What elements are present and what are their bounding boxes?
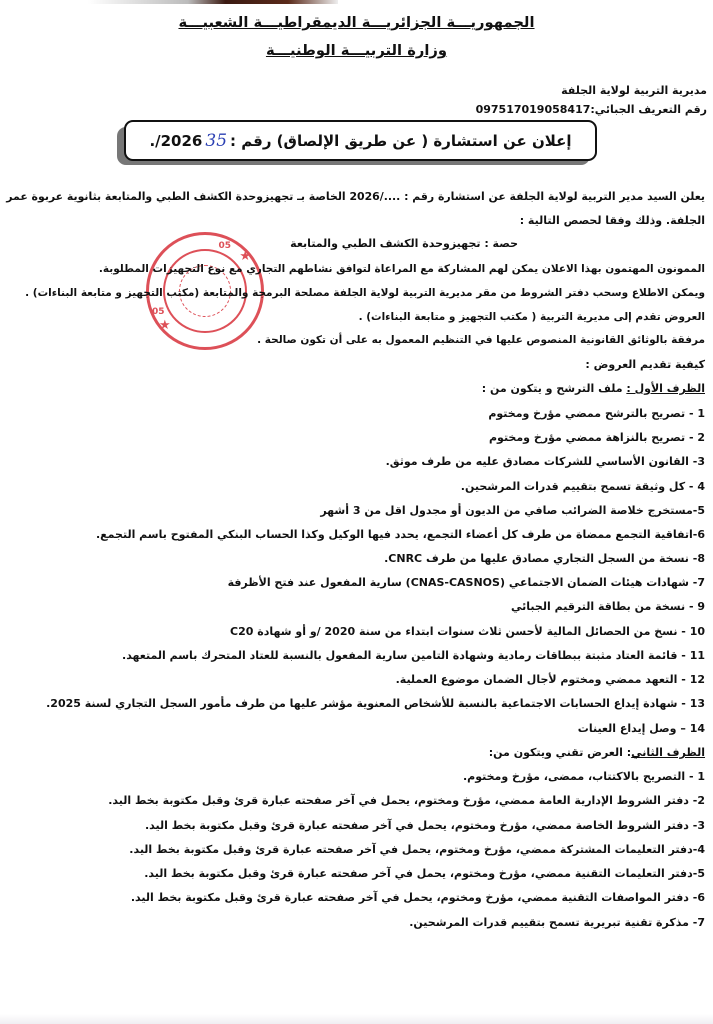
tax-id-label: رقم التعريف الجبائي: <box>590 103 707 116</box>
intro-paragraph-2: ويمكن الاطلاع وسحب دفتر الشروط من مقر مديرية التربية لولاية الجلفة مصلحة البرمجة والمتابعة (مكتب التجهيز و متابعة البناءات) . <box>25 287 705 299</box>
handwritten-number: 35 <box>205 130 228 151</box>
envelope-2-item: 1 - التصريح بالاكتتاب، ممضى، مؤرخ ومختوم. <box>462 770 705 783</box>
envelope-1-item: 9 - نسخة من بطاقة الترقيم الجبائي <box>511 600 705 613</box>
envelope-1-item: 1 - تصريح بالترشح ممضي مؤرخ ومختوم <box>488 407 705 420</box>
intro-line-2: الجلفة. وذلك وفقا لحصص التالية : <box>519 214 705 227</box>
envelope-2-desc: : العرض تقني ويتكون من: <box>488 746 632 759</box>
lot-line: حصة : تجهيزوحدة الكشف الطبي والمتابعة <box>290 237 518 250</box>
envelope-1-item: 6-اتفاقية التجمع ممضاة من طرف كل أعضاء التجمع، يحدد فيها الوكيل وكذا الحساب البنكي المفتوح باسم التجمع. <box>95 528 705 541</box>
stamp-code: 05 <box>218 241 231 251</box>
envelope-1-item: 3- القانون الأساسي للشركات مصادق عليه من طرف موثق. <box>385 455 705 468</box>
scan-bottom-edge <box>0 1014 713 1024</box>
announcement-title-box <box>124 120 597 161</box>
envelope-1-item: 5-مستخرج خلاصة الضرائب صافي من الديون أو مجدول اقل من 3 أشهر <box>320 504 705 517</box>
stamp-star-icon: ★ <box>239 249 251 264</box>
envelope-1-heading <box>482 382 705 395</box>
envelope-2-heading <box>489 746 705 759</box>
envelope-1-item: 2 - تصريح بالنزاهة ممضي مؤرخ ومختوم <box>488 431 705 444</box>
envelope-2-item: 5-دفتر التعليمات التقنية ممضي، مؤرخ ومختوم، يحمل في آخر صفحته عبارة قرئ وقبل مكتوبة بخط اليد. <box>144 867 705 880</box>
submission-heading: كيفية تقديم العروض : <box>585 358 705 371</box>
envelope-2-item: 4-دفتر التعليمات المشتركة ممضي، مؤرخ ومختوم، يحمل في آخر صفحته عبارة قرئ وقبل مكتوبة بخط اليد. <box>129 843 705 856</box>
envelope-1-item: 7- شهادات هيئات الضمان الاجتماعي (CNAS-CASNOS) سارية المفعول عند فتح الأظرفة <box>227 576 705 589</box>
envelope-2-item: 6- دفتر المواصفات التقنية ممضي، مؤرخ ومختوم، يحمل في آخر صفحته عبارة قرئ وقبل مكتوبة بخط اليد. <box>130 891 705 904</box>
title-year: ./2026 <box>149 131 203 150</box>
intro-paragraph-3: العروض تقدم إلى مديرية التربية ( مكتب التجهيز و متابعة البناءات) . <box>358 311 705 323</box>
intro-paragraph-4: مرفقة بالوثائق القانونية المنصوص عليها في التنظيم المعمول به على أن تكون صالحة . <box>257 334 705 346</box>
envelope-1-item: 10 - نسخ من الحصائل المالية لأحسن ثلاث سنوات ابتداء من سنة 2020 /و أو شهادة C20 <box>230 625 705 638</box>
intro-paragraph-1: الممونون المهتمون بهذا الاعلان يمكن لهم المشاركة مع المراعاة لتوافق نشاطهم التجاري مع نوع التجهيزات المطلوبة. <box>98 263 705 275</box>
directorate-label: مديرية التربية لولاية الجلفة <box>561 84 707 97</box>
intro-line-1: يعلن السيد مدير التربية لولاية الجلفة عن استشارة رقم : ..../2026 الخاصة بـ تجهيزوحدة الكشف الطبي والمتابعة بثانوية عربوة عمر <box>6 190 705 203</box>
stamp-star-icon: ★ <box>159 318 171 333</box>
tax-id-value: 097517019058417 <box>475 103 591 116</box>
envelope-1-item: 8- نسخة من السجل التجاري مصادق عليها من طرف CNRC. <box>384 552 705 565</box>
envelope-2-item: 7- مذكرة تقنية تبريرية تسمح بتقييم قدرات المرشحين. <box>409 916 705 929</box>
envelope-1-label: الظرف الأول : <box>626 382 705 395</box>
envelope-1-item: 4 - كل وثيقة تسمح بتقييم قدرات المرشحين. <box>460 480 705 493</box>
envelope-2-item: 2- دفتر الشروط الإدارية العامة ممضي، مؤرخ ومختوم، يحمل في آخر صفحته عبارة قرئ وقبل مكتوبة بخط اليد. <box>108 794 705 807</box>
republic-heading: الجمهوريـــة الجزائريـــة الديمقراطيـــة الشعبيـــة <box>178 14 535 31</box>
ministry-heading: وزارة التربيـــة الوطنيـــة <box>265 42 448 59</box>
envelope-1-item: 14 – وصل إيداع العينات <box>577 722 705 735</box>
envelope-1-item: 13 - شهادة إيداع الحسابات الاجتماعية بالنسبة للأشخاص المعنوية مؤشر عليها من طرف مأمور السجل التجاري لسنة 2025. <box>46 697 705 710</box>
envelope-1-item: 11 - قائمة العتاد مثبتة ببطاقات رمادية وشهادة التامين سارية المفعول بالنسبة للعتاد المتحرك باسم المتعهد. <box>122 649 705 662</box>
envelope-1-desc: ملف الترشح و يتكون من : <box>481 382 627 395</box>
tax-id-line <box>476 103 707 116</box>
envelope-2-item: 3- دفتر الشروط الخاصة ممضي، مؤرخ ومختوم، يحمل في آخر صفحته عبارة قرئ وقبل مكتوبة بخط اليد. <box>145 819 705 832</box>
stamp-code: 05 <box>152 307 165 317</box>
envelope-2-label: الظرف الثاني <box>631 746 705 759</box>
announcement-title: إعلان عن استشارة ( عن طريق الإلصاق) رقم : <box>230 131 572 150</box>
envelope-1-item: 12 - التعهد ممضي ومختوم لأجال الضمان موضوع العملية. <box>395 673 705 686</box>
